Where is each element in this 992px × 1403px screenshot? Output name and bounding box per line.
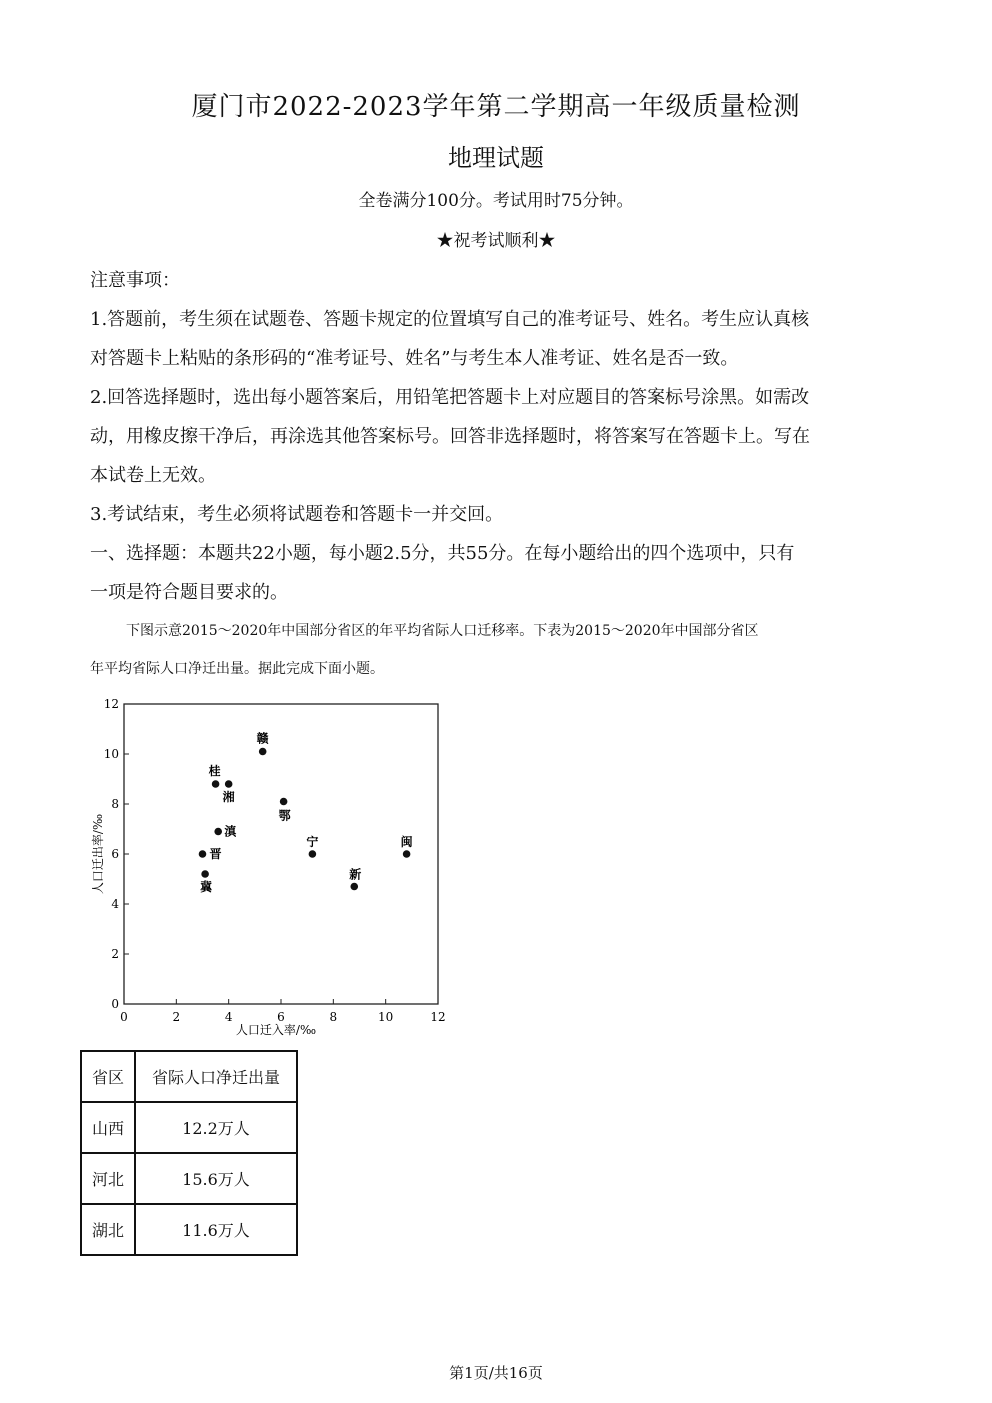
data-point [403, 850, 411, 858]
value-cell: 11.6万人 [135, 1204, 297, 1255]
value-cell: 12.2万人 [135, 1102, 297, 1153]
province-cell: 湖北 [81, 1204, 135, 1255]
net-outmigration-table [80, 1050, 298, 1256]
province-cell: 河北 [81, 1153, 135, 1204]
intro-text: 年平均省际人口净迁出量。据此完成下面小题。 [90, 661, 384, 677]
value-cell: 15.6万人 [135, 1153, 297, 1204]
y-tick-label: 4 [111, 897, 119, 911]
notice-line: 3.考试结束，考生必须将试题卷和答题卡一并交回。 [90, 504, 504, 525]
y-tick-label: 10 [103, 747, 119, 761]
subject-title: 地理试题 [448, 144, 544, 172]
data-point [309, 850, 317, 858]
point-label: 新 [349, 867, 362, 882]
point-label: 桂 [208, 764, 221, 778]
point-label: 滇 [224, 824, 237, 839]
data-point [214, 828, 222, 836]
x-tick-label: 12 [430, 1010, 446, 1024]
data-point [201, 870, 209, 878]
province-cell: 山西 [81, 1102, 135, 1153]
table-row [81, 1153, 297, 1204]
y-tick-label: 2 [111, 947, 119, 961]
header-cell: 省际人口净迁出量 [135, 1051, 297, 1102]
x-tick-label: 6 [277, 1010, 285, 1024]
intro-text: 下图示意2015～2020年中国部分省区的年平均省际人口迁移率。下表为2015～2020年中国部分省区 [126, 623, 759, 639]
y-tick-label: 8 [111, 797, 119, 811]
data-point [199, 850, 207, 858]
point-label: 闽 [400, 835, 413, 849]
point-label: 宁 [306, 835, 319, 849]
notice-line: 1.答题前，考生须在试题卷、答题卡规定的位置填写自己的准考证号、姓名。考生应认真核 [90, 309, 810, 330]
x-tick-label: 10 [378, 1010, 394, 1024]
point-label: 鄂 [278, 808, 291, 823]
y-tick-label: 0 [111, 997, 119, 1011]
notice-heading: 注意事项： [90, 270, 180, 291]
notice-line: 本试卷上无效。 [90, 465, 216, 486]
y-tick-label: 6 [111, 847, 119, 861]
data-point [212, 780, 220, 788]
data-point [280, 798, 288, 806]
section-instruction: 一、选择题：本题共22小题，每小题2.5分，共55分。在每小题给出的四个选项中，只有 [90, 543, 795, 564]
x-tick-label: 8 [329, 1010, 338, 1024]
migration-scatter-chart [80, 690, 460, 1042]
data-point [350, 883, 358, 891]
x-tick-label: 0 [120, 1010, 128, 1024]
x-tick-label: 2 [172, 1010, 181, 1024]
x-tick-label: 4 [224, 1010, 233, 1024]
plot-frame [124, 704, 438, 1004]
y-tick-label: 12 [103, 697, 119, 711]
notice-line: 动，用橡皮擦干净后，再涂选其他答案标号。回答非选择题时，将答案写在答题卡上。写在 [90, 426, 810, 447]
data-point [225, 780, 233, 788]
point-label: 晋 [209, 847, 222, 861]
point-label: 赣 [256, 731, 269, 746]
x-axis-label: 人口迁入率/‰ [235, 1023, 317, 1037]
score-note: 全卷满分100分。考试用时75分钟。 [358, 191, 634, 211]
data-point [259, 748, 267, 756]
good-luck-line: ★祝考试顺利★ [436, 231, 556, 251]
point-label: 湘 [222, 790, 235, 804]
point-label: 冀 [200, 880, 213, 894]
notice-line: 对答题卡上粘贴的条形码的“准考证号、姓名”与考生本人准考证、姓名是否一致。 [90, 348, 739, 369]
y-axis-label: 人口迁出率/‰ [91, 813, 105, 895]
notice-line: 2.回答选择题时，选出每小题答案后，用铅笔把答题卡上对应题目的答案标号涂黑。如需改 [90, 387, 810, 408]
table-row [81, 1102, 297, 1153]
header-cell: 省区 [81, 1051, 135, 1102]
exam-title: 厦门市2022-2023学年第二学期高一年级质量检测 [191, 92, 801, 122]
table-header-row [81, 1051, 297, 1102]
page-number: 第1页/共16页 [449, 1364, 543, 1382]
section-instruction: 一项是符合题目要求的。 [90, 582, 288, 603]
table-row [81, 1204, 297, 1255]
